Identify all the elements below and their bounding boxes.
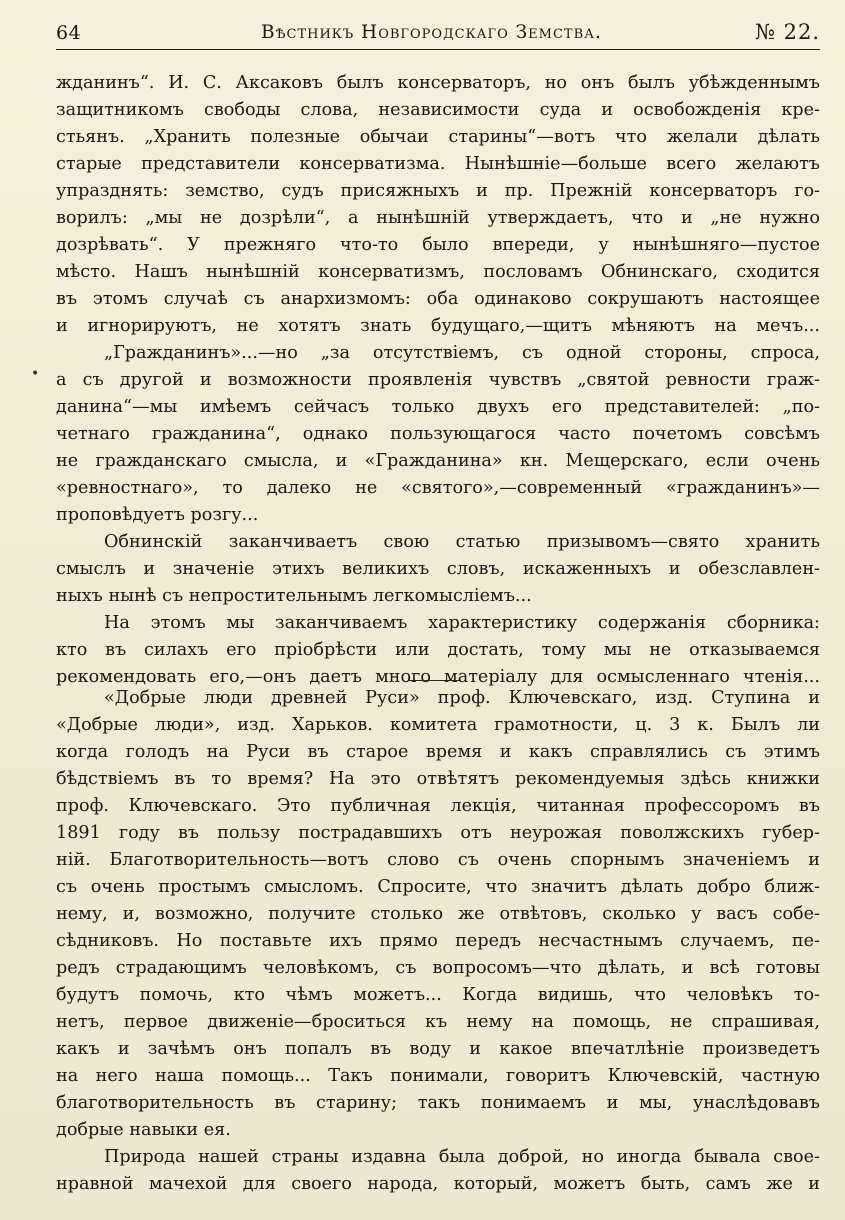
text-line: старые представители консерватизма. Нынѣшніе—больше всего желаютъ [56,154,820,174]
text-line: жданинъ“. И. С. Аксаковъ былъ консерваторъ, но онъ былъ убѣжденнымъ [56,73,820,93]
text-line: нетъ, первое движеніе—броситься къ нему на помощь, не спрашивая, [56,1012,820,1032]
text-line: съ очень простымъ смысломъ. Спросите, что значитъ дѣлать добро ближ- [56,877,820,897]
text-line: «ревностнаго», то далеко не «святого»,—современный «гражданинъ»— [56,478,820,498]
text-line: „Гражданинъ»...—но „за отсутствіемъ, съ одной стороны, спроса, [104,343,820,363]
text-line: стьянъ. „Хранить полезные обычаи старины“—вотъ что желали дѣлать [56,127,820,147]
text-line: добрые навыки ея. [56,1120,231,1140]
text-line: нему, и, возможно, получите столько же отвѣтовъ, сколько у васъ собе- [56,904,820,924]
text-line: въ этомъ случаѣ съ анархизмомъ: оба одинаково сокрушаютъ настоящее [56,289,820,309]
text-line: четнаго гражданина“, однако пользующагося часто почетомъ совсѣмъ [56,424,820,444]
text-line: «Добрые люди древней Руси» проф. Ключевскаго, изд. Ступина и [104,688,820,708]
text-line: защитникомъ свободы слова, независимости суда и освобожденія кре- [56,100,820,120]
text-line: будутъ помочь, кто чѣмъ можетъ... Когда видишь, что человѣкъ то- [56,985,820,1005]
text-line: Обнинскій заканчиваетъ свою статью призывомъ—свято хранить [104,532,820,552]
text-line: бѣдствіемъ въ то время? На это отвѣтятъ рекомендуемыя здѣсь книжки [56,769,820,789]
text-line: а съ другой и возможности проявленія чувствъ „святой ревности граж- [56,370,820,390]
text-line: 1891 году въ пользу пострадавшихъ отъ неурожая поволжскихъ губер- [56,823,820,843]
text-line: и игнорируютъ, не хотятъ знать будущаго,—щитъ мѣняютъ на мечъ... [56,316,820,336]
page-number: 64 [56,22,82,44]
text-line: мѣсто. Нашъ нынѣшній консерватизмъ, пословамъ Обнинскаго, сходится [56,262,820,282]
margin-mark: • [31,366,40,382]
text-line: упразднять: земство, судъ присяжныхъ и пр. Прежній консерваторъ го- [56,181,820,201]
issue-number: № 22. [755,20,820,44]
text-line: данина“—мы имѣемъ сейчасъ только двухъ его представителей: „по- [56,397,820,417]
text-line: дозрѣвать“. У прежняго что-то было впереди, у нынѣшняго—пустое [56,235,820,255]
text-line: «Добрые люди», изд. Харьков. комитета грамотности, ц. 3 к. Былъ ли [56,715,820,735]
text-line: ворилъ: „мы не дозрѣли“, а нынѣшній утверждаетъ, что и „не нужно [56,208,820,228]
review-section [56,0,820,1220]
text-line: какъ и зачѣмъ онъ попалъ въ воду и какое впечатлѣніе произведетъ [56,1039,820,1059]
text-line: рекомендовать его,—онъ даетъ много матеріалу для осмысленнаго чтенія... [56,667,820,687]
text-line: на него наша помощь... Такъ понимали, говоритъ Ключевскій, частную [56,1066,820,1086]
section-divider [408,680,461,681]
text-line: ній. Благотворительность—вотъ слово съ очень спорнымъ значеніемъ и [56,850,820,870]
text-line: не гражданскаго смысла, и «Гражданина» кн. Мещерскаго, если очень [56,451,820,471]
text-line: смыслъ и значеніе этихъ великихъ словъ, искаженныхъ и обезславлен- [56,559,820,579]
text-line: редъ страдающимъ человѣкомъ, съ вопросомъ—что дѣлать, и всѣ готовы [56,958,820,978]
text-line: сѣдниковъ. Но поставьте ихъ прямо передъ несчастнымъ случаемъ, пе- [56,931,820,951]
text-line: На этомъ мы заканчиваемъ характеристику содержанія сборника: [104,613,820,633]
text-line: когда голодъ на Руси въ старое время и какъ справлялись съ этимъ [56,742,820,762]
text-line: ныхъ нынѣ съ непростительнымъ легкомысліемъ... [56,586,532,606]
text-line: проповѣдуетъ розгу... [56,505,259,525]
text-line: нравной мачехой для своего народа, который, можетъ быть, самъ же и [56,1174,820,1194]
text-line: Природа нашей страны издавна была доброй, но иногда бывала свое- [104,1147,820,1167]
text-line: проф. Ключевскаго. Это публичная лекція, читанная профессоромъ въ [56,796,820,816]
journal-title: Вѣстникъ Новгородскаго Земства. [261,22,602,43]
text-line: кто въ силахъ его пріобрѣсти или достать, тому мы не отказываемся [56,640,820,660]
text-line: благотворительность въ старину; такъ понимаемъ и мы, унаслѣдовавъ [56,1093,820,1113]
